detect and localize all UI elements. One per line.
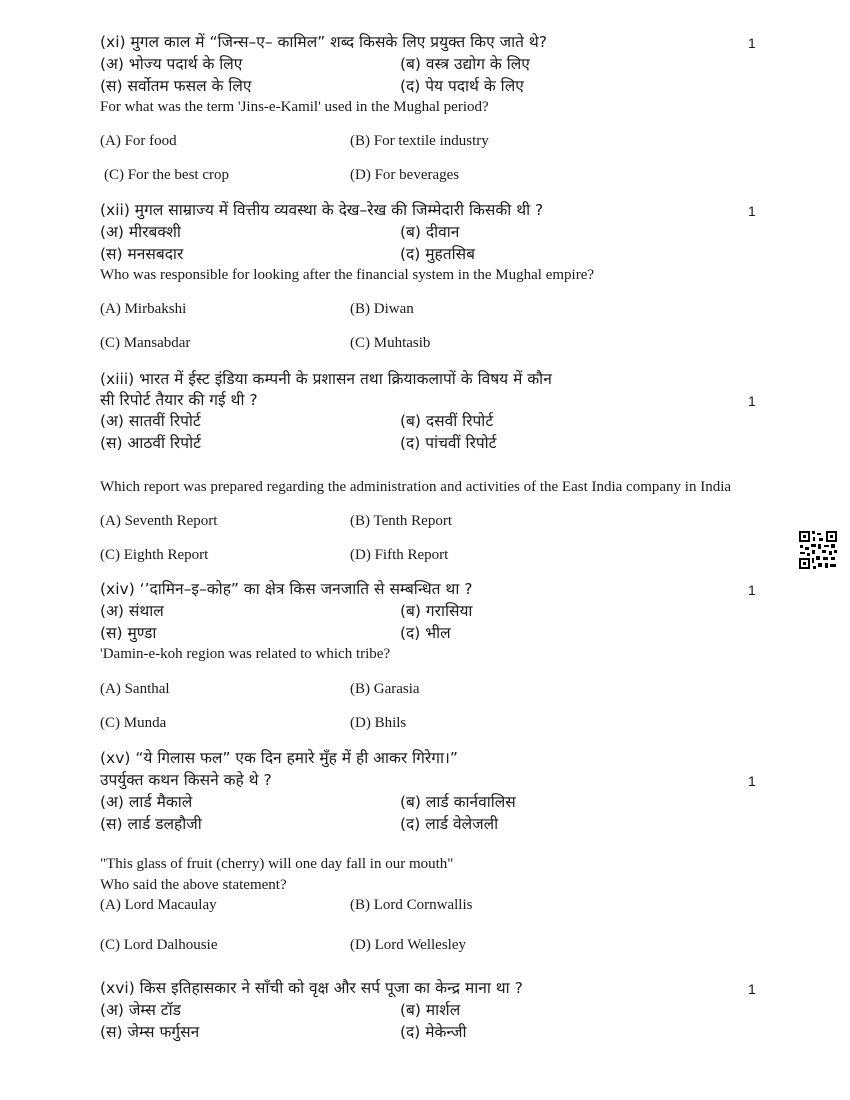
q15-hindi-question-line2: उपर्युक्त कथन किसने कहे थे ?	[100, 771, 272, 789]
q14-english-option-c: (C) Munda	[100, 715, 167, 731]
q12-hindi-option-a: (अ) मीरबक्शी	[100, 223, 181, 241]
q11-hindi-question: (xi) मुगल काल में “जिन्स–ए– कामिल” शब्द किसके लिए प्रयुक्त किए जाते थे?	[100, 33, 547, 51]
q15-english-question-line2: Who said the above statement?	[100, 877, 287, 893]
q12-english-option-c: (C) Mansabdar	[100, 335, 191, 351]
q14-hindi-option-b: (ब) गरासिया	[400, 602, 473, 620]
q15-english-option-c: (C) Lord Dalhousie	[100, 937, 218, 953]
q13-english-option-d: (D) Fifth Report	[350, 547, 449, 563]
q12-english-question: Who was responsible for looking after the financial system in the Mughal empire?	[100, 267, 595, 283]
q15-english-option-a: (A) Lord Macaulay	[100, 897, 217, 913]
q16-marks: 1	[748, 981, 756, 997]
q13-hindi-option-c: (स) आठवीं रिपोर्ट	[100, 434, 201, 452]
q13-marks: 1	[748, 393, 756, 409]
q12-english-option-a: (A) Mirbakshi	[100, 301, 187, 317]
q14-hindi-question: (xiv) ‘’दामिन–इ–कोह” का क्षेत्र किस जनजाति से सम्बन्धित था ?	[100, 580, 473, 598]
q15-hindi-question-line1: (xv) “ये गिलास फल” एक दिन हमारे मुँह में ही आकर गिरेगा।”	[100, 749, 458, 767]
q12-hindi-option-c: (स) मनसबदार	[100, 245, 184, 263]
q15-english-option-b: (B) Lord Cornwallis	[350, 897, 473, 913]
q15-english-question-line1: "This glass of fruit (cherry) will one day fall in our mouth"	[100, 856, 454, 872]
q12-hindi-option-d: (द) मुहतसिब	[400, 245, 475, 263]
q13-hindi-question-line2: सी रिपोर्ट तैयार की गई थी ?	[100, 391, 258, 409]
q11-english-option-b: (B) For textile industry	[350, 133, 489, 149]
q14-hindi-option-d: (द) भील	[400, 624, 451, 642]
q13-hindi-option-a: (अ) सातवीं रिपोर्ट	[100, 412, 201, 430]
q13-hindi-question-line1: (xiii) भारत में ईस्ट इंडिया कम्पनी के प्रशासन तथा क्रियाकलापों के विषय में कौन	[100, 370, 552, 388]
q15-marks: 1	[748, 773, 756, 789]
q11-hindi-option-c: (स) सर्वोतम फसल के लिए	[100, 77, 252, 95]
q16-hindi-question: (xvi) किस इतिहासकार ने साँची को वृक्ष और सर्प पूजा का केन्द्र माना था ?	[100, 979, 523, 997]
q13-english-option-c: (C) Eighth Report	[100, 547, 209, 563]
q11-english-option-a: (A) For food	[100, 133, 177, 149]
q11-hindi-option-d: (द) पेय पदार्थ के लिए	[400, 77, 524, 95]
q11-hindi-option-a: (अ) भोज्य पदार्थ के लिए	[100, 55, 243, 73]
q14-marks: 1	[748, 582, 756, 598]
q15-hindi-option-d: (द) लार्ड वेलेजली	[400, 815, 499, 833]
qr-code-icon	[798, 530, 838, 570]
q12-marks: 1	[748, 203, 756, 219]
q15-english-option-d: (D) Lord Wellesley	[350, 937, 466, 953]
q13-english-option-b: (B) Tenth Report	[350, 513, 452, 529]
q12-hindi-question: (xii) मुगल साम्राज्य में वित्तीय व्यवस्था के देख–रेख की जिम्मेदारी किसकी थी ?	[100, 201, 544, 219]
q13-english-option-a: (A) Seventh Report	[100, 513, 218, 529]
q15-hindi-option-b: (ब) लार्ड कार्नवालिस	[400, 793, 516, 811]
q16-hindi-option-a: (अ) जेम्स टॉड	[100, 1001, 181, 1019]
q11-marks: 1	[748, 35, 756, 51]
q13-hindi-option-d: (द) पांचवीं रिपोर्ट	[400, 434, 497, 452]
q11-hindi-option-b: (ब) वस्त्र उद्योग के लिए	[400, 55, 530, 73]
q14-english-option-d: (D) Bhils	[350, 715, 407, 731]
q16-hindi-option-b: (ब) मार्शल	[400, 1001, 461, 1019]
q15-hindi-option-c: (स) लार्ड डलहौजी	[100, 815, 202, 833]
q12-english-option-d: (C) Muhtasib	[350, 335, 431, 351]
q14-english-option-a: (A) Santhal	[100, 681, 170, 697]
q14-english-question: 'Damin-e-koh region was related to which tribe?	[100, 646, 391, 662]
q12-hindi-option-b: (ब) दीवान	[400, 223, 460, 241]
q13-hindi-option-b: (ब) दसवीं रिपोर्ट	[400, 412, 494, 430]
q14-english-option-b: (B) Garasia	[350, 681, 420, 697]
q16-hindi-option-d: (द) मेकेन्जी	[400, 1023, 467, 1041]
q13-english-question: Which report was prepared regarding the administration and activities of the East India company in India	[100, 479, 732, 495]
q11-english-option-c: (C) For the best crop	[104, 167, 229, 183]
q15-hindi-option-a: (अ) लार्ड मैकाले	[100, 793, 193, 811]
q12-english-option-b: (B) Diwan	[350, 301, 414, 317]
q11-english-option-d: (D) For beverages	[350, 167, 460, 183]
q11-english-question: For what was the term 'Jins-e-Kamil' used in the Mughal period?	[100, 99, 489, 115]
q14-hindi-option-a: (अ) संथाल	[100, 602, 164, 620]
q14-hindi-option-c: (स) मुण्डा	[100, 624, 157, 642]
q16-hindi-option-c: (स) जेम्स फर्गुसन	[100, 1023, 200, 1041]
